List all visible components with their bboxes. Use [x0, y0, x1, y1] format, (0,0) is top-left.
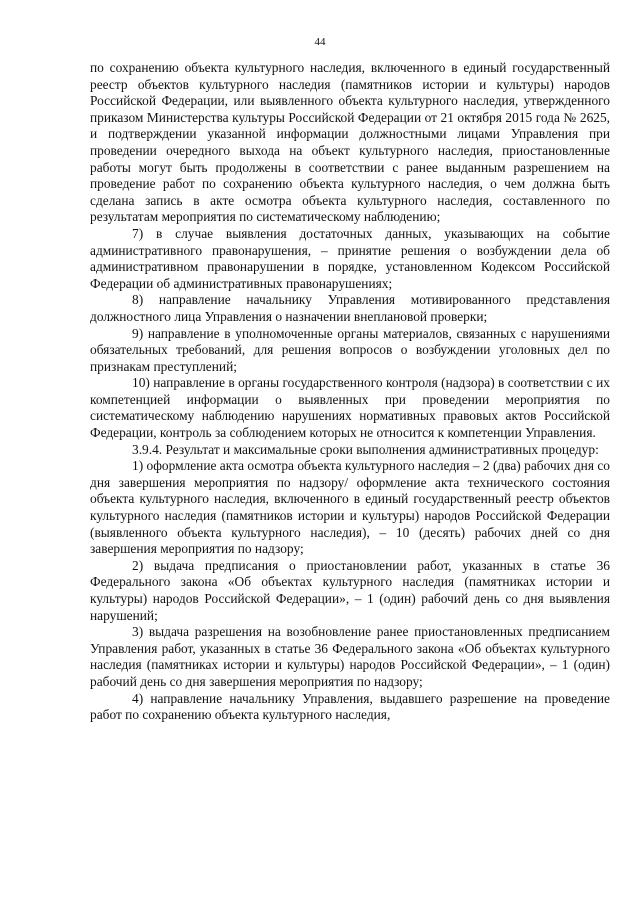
- paragraph-section-3-9-4: 3.9.4. Результат и максимальные сроки выполнения административных процедур:: [132, 441, 599, 457]
- paragraph-continuation: по сохранению объекта культурного наследия, включенного в единый государственный реестр объектов культурного наследия (памятников истории и культуры) народов Российской Федерации, или выявленного объекта культурного наследия, утвержденного приказом Министерства культуры Российской Федерации от 21 октября 2015 года № 2625, и подтверждении указанной информации должностными лицами Управления при проведении очередного выхода на объект культурного наследия, приостановленные работы могут быть продолжены в соответствии с ранее выданным разрешением на проведение работ по сохранению объекта культурного наследия, о чем должна быть сделана запись в акте осмотра объекта культурного наследия, составленного по результатам мероприятия по систематическому наблюдению;: [90, 60, 610, 225]
- paragraph-item-8: 8) направление начальнику Управления мотивированного представления должностного лица Управления о назначении внеплановой проверки;: [90, 292, 610, 324]
- page-number: 44: [314, 36, 326, 48]
- document-body: [90, 60, 610, 724]
- paragraph-result-4: 4) направление начальнику Управления, выдавшего разрешение на проведение работ по сохранению объекта культурного наследия,: [90, 690, 610, 723]
- paragraph-result-1: 1) оформление акта осмотра объекта культурного наследия – 2 (два) рабочих дня со дня завершения мероприятия по надзору/ оформление акта технического состояния объекта культурного наследия, включенного в единый государственный реестр объектов культурного наследия (памятников истории и культуры) народов Российской Федерации (выявленного объекта культурного наследия), – 10 (десять) рабочих дней со дня завершения мероприятия по надзору;: [90, 458, 610, 557]
- paragraph-result-3: 3) выдача разрешения на возобновление ранее приостановленных предписанием Управления работ, указанных в статье 36 Федерального закона «Об объектах культурного наследия (памятниках истории и культуры) народов Российской Федерации», – 1 (один) рабочий день со дня завершения мероприятия по надзору;: [90, 624, 610, 689]
- paragraph-result-2: 2) выдача предписания о приостановлении работ, указанных в статье 36 Федерального закона «Об объектах культурного наследия (памятниках истории и культуры) народов Российской Федерации», – 1 (один) рабочий день со дня выявления нарушений;: [90, 557, 610, 623]
- paragraph-item-10: 10) направление в органы государственного контроля (надзора) в соответствии с их компетенцией информации о выявленных при проведении мероприятия по систематическому наблюдению нарушениях нормативных правовых актов Российской Федерации, контроль за соблюдением которых не относится к компетенции Управления.: [90, 375, 610, 441]
- paragraph-item-9: 9) направление в уполномоченные органы материалов, связанных с нарушениями обязательных требований, для решения вопросов о возбуждении уголовных дел по признакам преступлений;: [90, 325, 610, 374]
- paragraph-item-7: 7) в случае выявления достаточных данных, указывающих на событие административного правонарушения, – принятие решения о возбуждении дела об административном правонарушении в порядке, установленном Кодексом Российской Федерации об административных правонарушениях;: [90, 225, 610, 291]
